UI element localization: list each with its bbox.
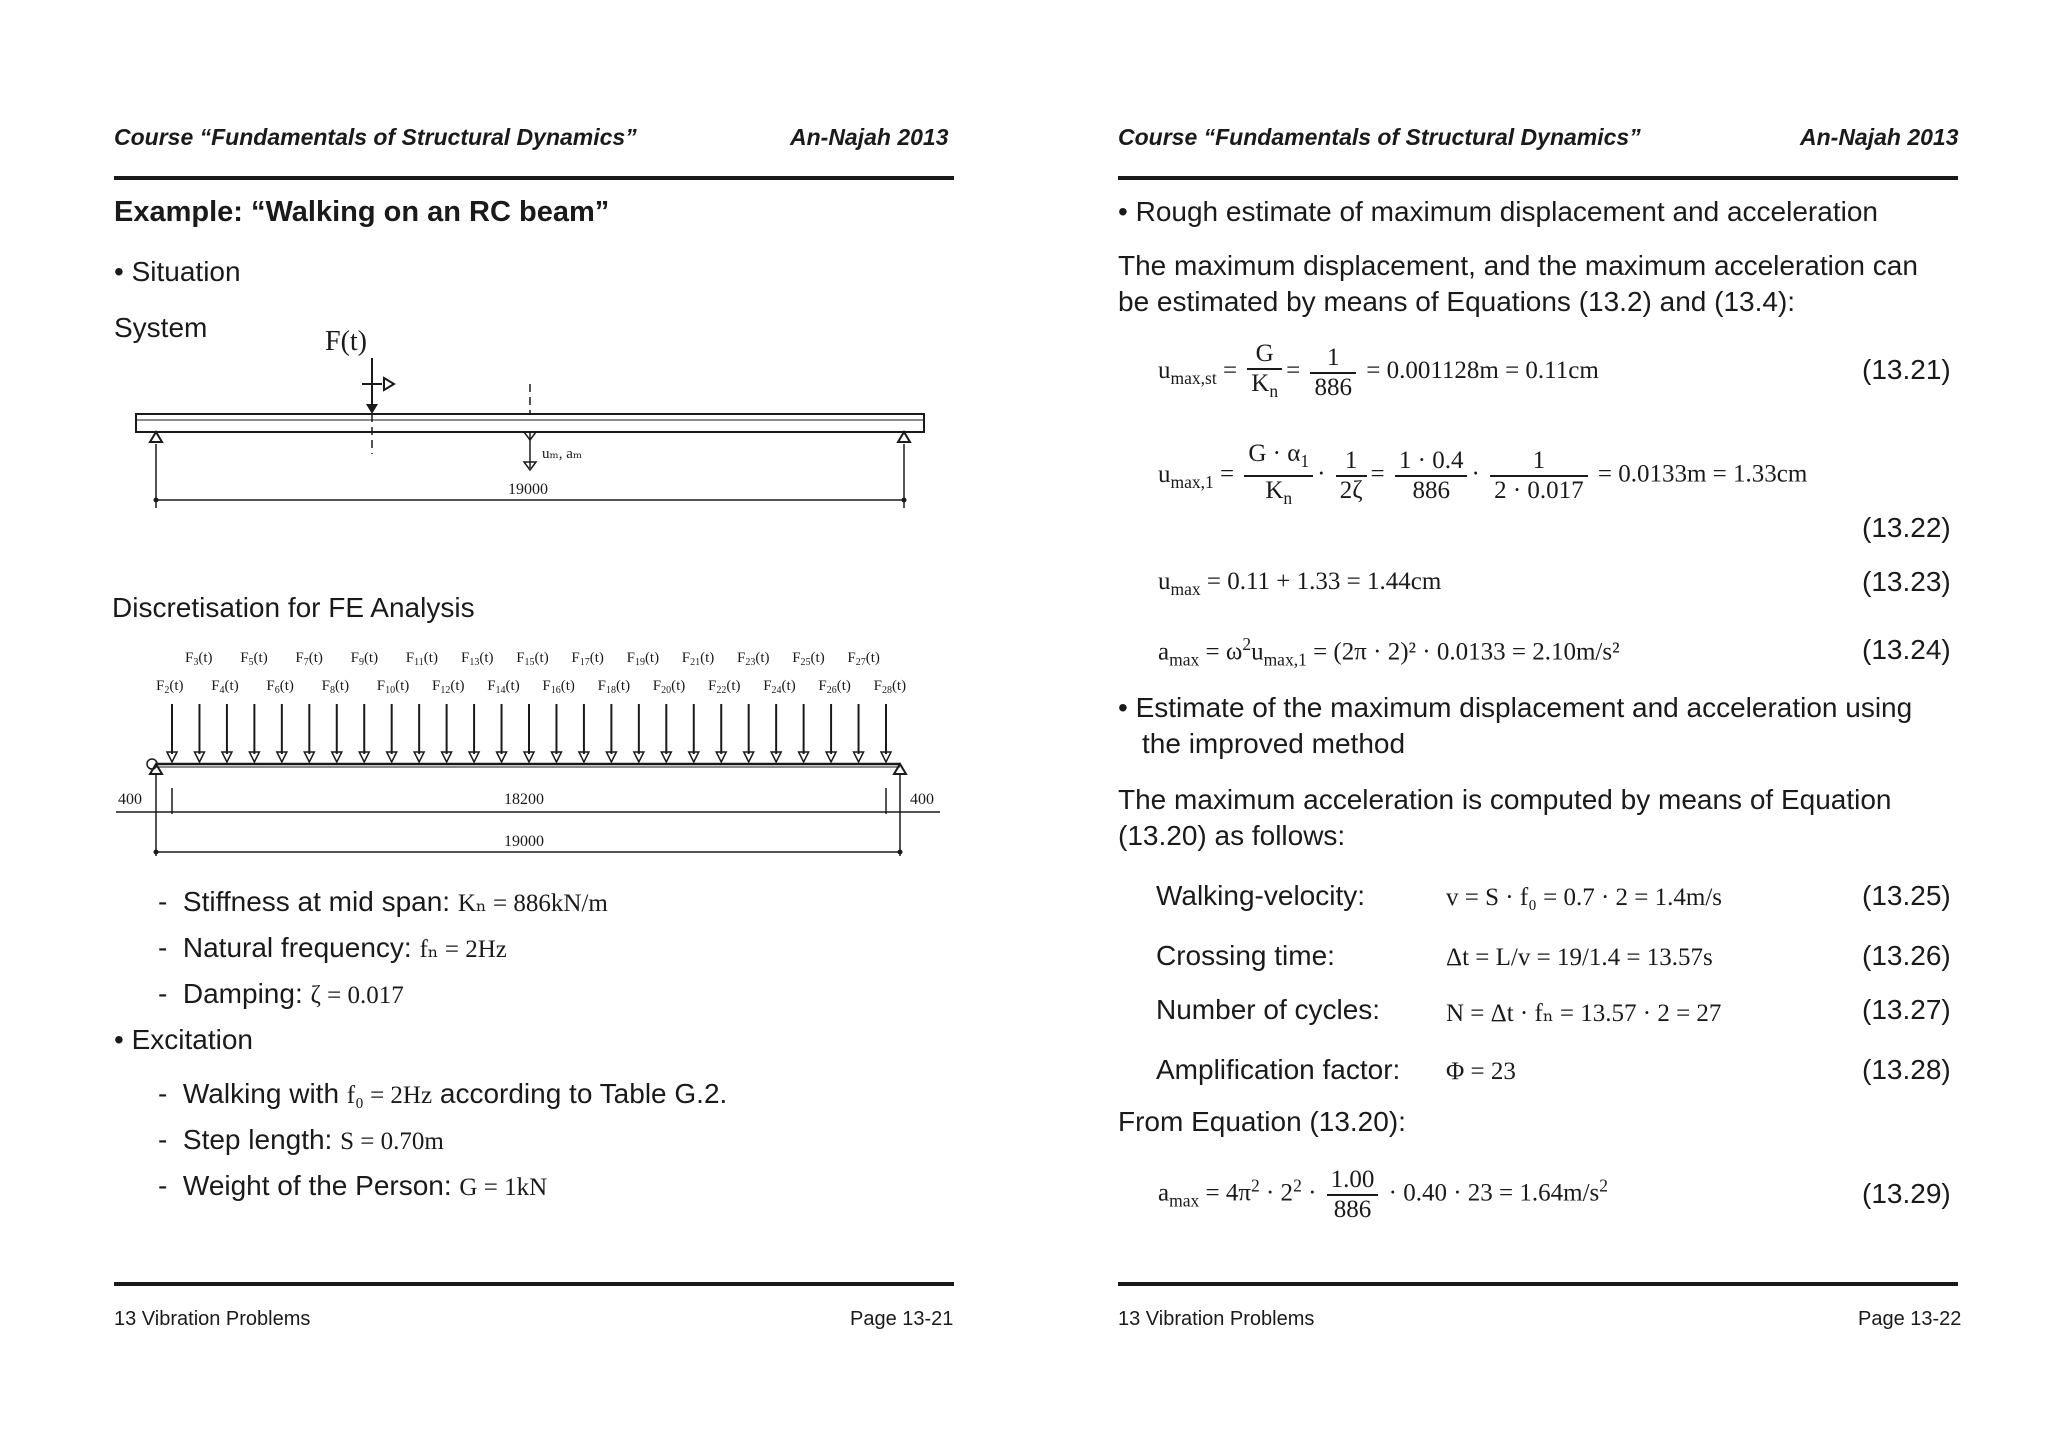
fe-force-label-bottom: $F_4(t)$ [211, 678, 239, 696]
page-title: Example: “Walking on an RC beam” [114, 196, 610, 228]
bullet-improved-method: • Estimate of the maximum displacement and acceleration using [1118, 692, 1913, 723]
header-course: Course “Fundamentals of Structural Dynamics” [114, 124, 637, 150]
fe-force-label-top: $F_{23}(t)$ [737, 650, 770, 668]
eq-13-22: $u_{max,1}$ = $\frac{G \cdot \alpha_1}{K_n}$ · $\frac{1}{2\zeta}$ = $\frac{1 \cdot 0.4}{886}$ · $\frac{1}{2 \cdot 0.017}$ = 0.0133m = 1.33cm [1158, 440, 1808, 508]
header-course: Course “Fundamentals of Structural Dynamics” [1118, 124, 1641, 150]
fe-force-arrow [167, 704, 177, 762]
number-of-cycles-eq: N = Δt · fₙ = 13.57 · 2 = 27 [1446, 1000, 1722, 1027]
eq-13-27-number: (13.27) [1862, 994, 1951, 1025]
fe-force-arrow [551, 704, 561, 762]
fe-force-label-bottom: $F_{12}(t)$ [432, 678, 465, 696]
fe-diagram [110, 640, 960, 860]
fe-force-arrow [799, 704, 809, 762]
eq-13-29: $a_{max} = 4\pi^2 \cdot 2^2$ · $\frac{1.00}{886}$ · $0.40 \cdot 23 = 1.64m/s^2$ [1158, 1166, 1609, 1223]
fe-force-arrow [304, 704, 314, 762]
dim-total: 19000 [504, 833, 544, 850]
header-org: An-Najah 2013 [1800, 124, 1959, 150]
fe-force-arrow [606, 704, 616, 762]
walking-item: - Walking with f₀ = 2Hz according to Table G.2. [158, 1078, 728, 1109]
walking-velocity-label: Walking-velocity: [1156, 880, 1366, 911]
crossing-time-label: Crossing time: [1156, 940, 1335, 971]
bullet-situation: • Situation [114, 256, 241, 287]
fe-force-label-top: $F_{17}(t)$ [571, 650, 604, 668]
footer-page: Page 13-21 [850, 1308, 954, 1330]
fe-force-arrow [387, 704, 397, 762]
fe-force-label-bottom: $F_{18}(t)$ [597, 678, 631, 696]
eq-13-24: $a_{max} = \omega^2u_{max,1} = (2\pi \cdot 2)^2 \cdot 0.0133 = 2.10m/s^2$ [1158, 634, 1620, 670]
fe-force-label-bottom: $F_{22}(t)$ [708, 678, 741, 696]
fe-force-label-bottom: $F_{10}(t)$ [376, 678, 410, 696]
dim-left: 400 [118, 791, 142, 808]
fe-force-arrow [442, 704, 452, 762]
stiffness-item: - Stiffness at mid span: Kₙ = 886kN/m [158, 886, 608, 917]
footer-rule [1118, 1282, 1958, 1286]
fe-force-label-top: $F_{11}(t)$ [405, 650, 438, 668]
fe-force-arrow [414, 704, 424, 762]
crossing-time-eq: Δt = L/v = 19/1.4 = 13.57s [1446, 944, 1713, 971]
amplification-factor-label: Amplification factor: [1156, 1054, 1401, 1085]
footer-chapter: 13 Vibration Problems [114, 1308, 311, 1330]
right-page [1000, 0, 2024, 1448]
system-label: System [114, 312, 208, 343]
header-org: An-Najah 2013 [790, 124, 949, 150]
eq-13-23-number: (13.23) [1862, 566, 1951, 597]
um-am-label: uₘ, aₘ [542, 446, 583, 462]
number-of-cycles-label: Number of cycles: [1156, 994, 1381, 1025]
fe-force-arrow [222, 704, 232, 762]
fe-force-label-top: $F_3(t)$ [185, 650, 213, 668]
force-label: F(t) [325, 326, 367, 357]
fe-force-arrow [332, 704, 342, 762]
fe-force-arrow [469, 704, 479, 762]
walking-velocity-eq: v = S · f₀ = 0.7 · 2 = 1.4m/s [1446, 884, 1723, 911]
eq-13-25-number: (13.25) [1862, 880, 1951, 911]
from-equation-label: From Equation (13.20): [1118, 1106, 1406, 1137]
fe-force-label-bottom: $F_{26}(t)$ [818, 678, 851, 696]
span-total: 19000 [508, 481, 548, 498]
fe-force-arrow [634, 704, 644, 762]
footer-rule [114, 1282, 954, 1286]
header-rule [1118, 176, 1958, 180]
fe-force-arrow [826, 704, 836, 762]
fe-force-label-bottom: $F_{20}(t)$ [652, 678, 686, 696]
bullet-rough-estimate: • Rough estimate of maximum displacement and acceleration [1118, 196, 1878, 227]
fe-force-arrow [249, 704, 259, 762]
fe-force-arrow [277, 704, 287, 762]
eq-13-26-number: (13.26) [1862, 940, 1951, 971]
fe-force-label-top: $F_5(t)$ [240, 650, 268, 668]
fe-force-label-bottom: $F_{14}(t)$ [487, 678, 520, 696]
para1-line2: be estimated by means of Equations (13.2) and (13.4): [1118, 286, 1796, 317]
discretisation-label: Discretisation for FE Analysis [112, 592, 475, 623]
fe-force-arrow [716, 704, 726, 762]
para1-line1: The maximum displacement, and the maximum acceleration can [1118, 250, 1918, 281]
fe-force-arrow [881, 704, 891, 762]
fe-force-label-top: $F_{13}(t)$ [461, 650, 494, 668]
bullet-excitation: • Excitation [114, 1024, 253, 1055]
dim-right: 400 [910, 791, 934, 808]
para2-line1: The maximum acceleration is computed by means of Equation [1118, 784, 1892, 815]
damping-item: - Damping: ζ = 0.017 [158, 978, 404, 1009]
fe-force-arrow [497, 704, 507, 762]
fe-force-arrow [579, 704, 589, 762]
fe-force-label-bottom: $F_{24}(t)$ [763, 678, 796, 696]
system-diagram [130, 318, 950, 518]
fe-force-label-bottom: $F_{28}(t)$ [873, 678, 907, 696]
fe-force-label-bottom: $F_{16}(t)$ [542, 678, 575, 696]
bullet-improved-method-cont: the improved method [1142, 728, 1406, 759]
fe-force-arrow [661, 704, 671, 762]
eq-13-21: $u_{max,st}$ = $\frac{G}{K_n}$ = $\frac{1}{886}$ = 0.001128m = 0.11cm [1158, 340, 1599, 401]
amplification-factor-eq: Φ = 23 [1446, 1058, 1516, 1085]
fe-force-label-top: $F_7(t)$ [295, 650, 323, 668]
eq-13-28-number: (13.28) [1862, 1054, 1951, 1085]
footer-chapter: 13 Vibration Problems [1118, 1308, 1315, 1330]
eq-13-23: $u_{max} = 0.11 + 1.33 = 1.44cm$ [1158, 568, 1442, 599]
fe-force-arrow [854, 704, 864, 762]
fe-force-arrow [194, 704, 204, 762]
weight-item: - Weight of the Person: G = 1kN [158, 1170, 548, 1201]
fe-force-label-top: $F_{27}(t)$ [847, 650, 880, 668]
fe-force-label-top: $F_{19}(t)$ [626, 650, 660, 668]
eq-13-21-number: (13.21) [1862, 354, 1951, 385]
fe-force-arrow [524, 704, 534, 762]
fe-force-label-bottom: $F_8(t)$ [321, 678, 350, 696]
fe-force-label-top: $F_9(t)$ [350, 650, 379, 668]
fe-force-arrow [689, 704, 699, 762]
eq-13-22-number: (13.22) [1862, 512, 1951, 543]
freq-item: - Natural frequency: fₙ = 2Hz [158, 932, 507, 963]
dim-mid: 18200 [504, 791, 544, 808]
eq-13-29-number: (13.29) [1862, 1178, 1951, 1209]
fe-force-label-top: $F_{25}(t)$ [792, 650, 825, 668]
fe-force-arrow [771, 704, 781, 762]
fe-force-label-bottom: $F_6(t)$ [266, 678, 294, 696]
footer-page: Page 13-22 [1858, 1308, 1962, 1330]
fe-force-label-top: $F_{21}(t)$ [681, 650, 715, 668]
eq-13-24-number: (13.24) [1862, 634, 1951, 665]
step-item: - Step length: S = 0.70m [158, 1124, 444, 1155]
fe-force-arrow [744, 704, 754, 762]
fe-force-label-top: $F_{15}(t)$ [516, 650, 549, 668]
header-rule [114, 176, 954, 180]
fe-force-arrow [359, 704, 369, 762]
para2-line2: (13.20) as follows: [1118, 820, 1346, 851]
fe-force-label-bottom: $F_2(t)$ [156, 678, 184, 696]
